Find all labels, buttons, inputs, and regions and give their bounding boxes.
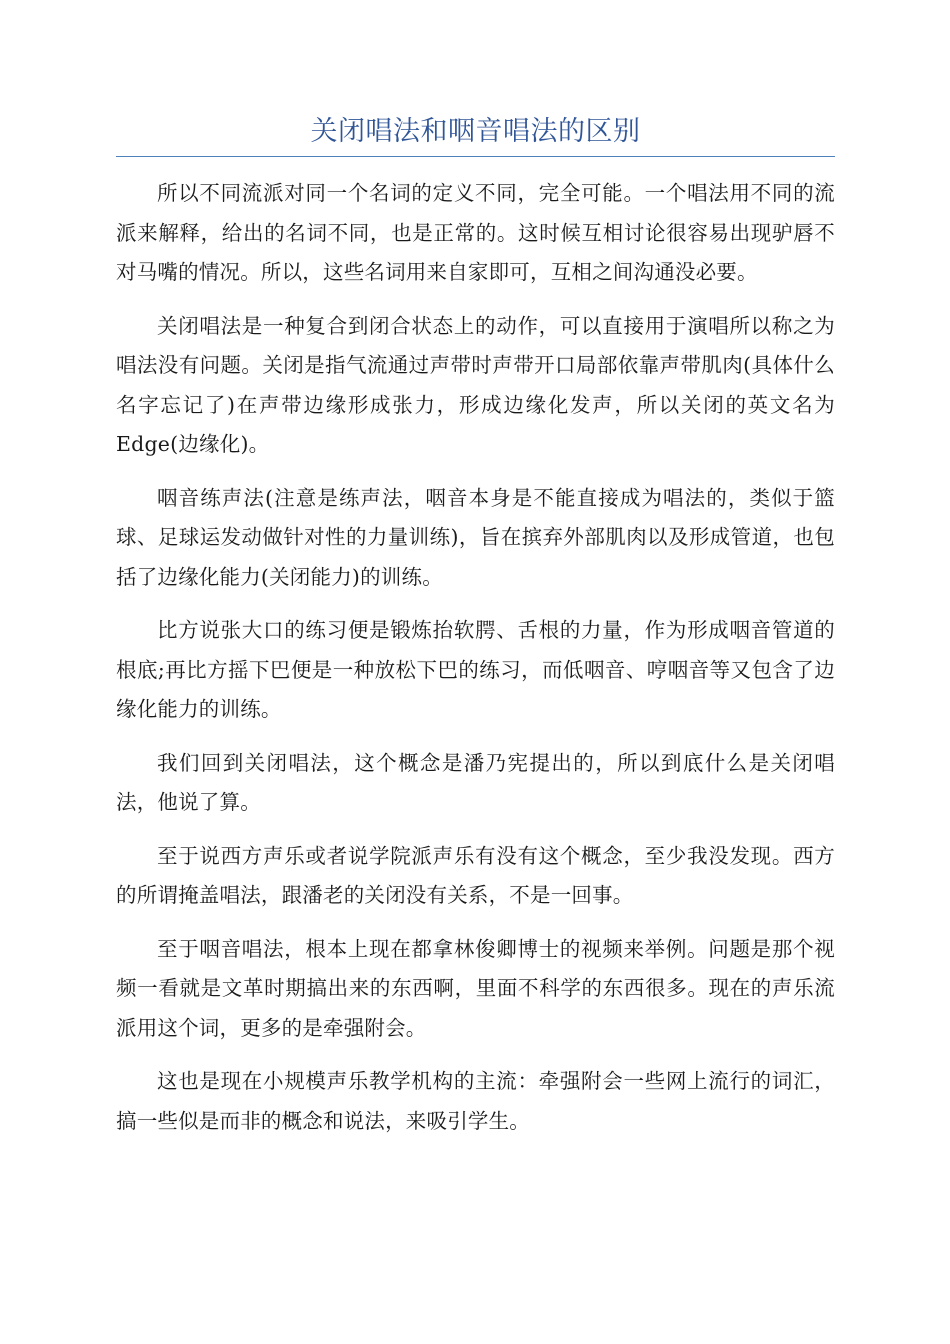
paragraph-2: 关闭唱法是一种复合到闭合状态上的动作，可以直接用于演唱所以称之为唱法没有问题。关闭是指气流通过声带时声带开口局部依靠声带肌肉(具体什么名字忘记了)在声带边缘形成张力，形成边缘化发声，所以关闭的英文名为Edge(边缘化)。 bbox=[116, 313, 835, 456]
paragraph-7: 至于咽音唱法，根本上现在都拿林俊卿博士的视频来举例。问题是那个视频一看就是文革时期搞出来的东西啊，里面不科学的东西很多。现在的声乐流派用这个词，更多的是牵强附会。 bbox=[116, 936, 835, 1040]
paragraph-8: 这也是现在小规模声乐教学机构的主流：牵强附会一些网上流行的词汇，搞一些似是而非的概念和说法，来吸引学生。 bbox=[116, 1069, 835, 1133]
paragraph-6: 至于说西方声乐或者说学院派声乐有没有这个概念，至少我没发现。西方的所谓掩盖唱法，跟潘老的关闭没有关系，不是一回事。 bbox=[116, 843, 835, 907]
paragraph-3: 咽音练声法(注意是练声法，咽音本身是不能直接成为唱法的，类似于篮球、足球运发动做针对性的力量训练)，旨在摈弃外部肌肉以及形成管道，也包括了边缘化能力(关闭能力)的训练。 bbox=[116, 485, 835, 589]
document-title: 关闭唱法和咽音唱法的区别 bbox=[310, 116, 641, 147]
paragraph-5: 我们回到关闭唱法，这个概念是潘乃宪提出的，所以到底什么是关闭唱法，他说了算。 bbox=[116, 750, 835, 814]
title-block bbox=[116, 112, 835, 157]
paragraph-4: 比方说张大口的练习便是锻炼抬软腭、舌根的力量，作为形成咽音管道的根底;再比方摇下巴便是一种放松下巴的练习，而低咽音、哼咽音等又包含了边缘化能力的训练。 bbox=[116, 618, 835, 721]
paragraph-1: 所以不同流派对同一个名词的定义不同，完全可能。一个唱法用不同的流派来解释，给出的名词不同，也是正常的。这时候互相讨论很容易出现驴唇不对马嘴的情况。所以，这些名词用来自家即可，互相之间沟通没必要。 bbox=[116, 181, 835, 284]
document-body bbox=[116, 174, 835, 1155]
